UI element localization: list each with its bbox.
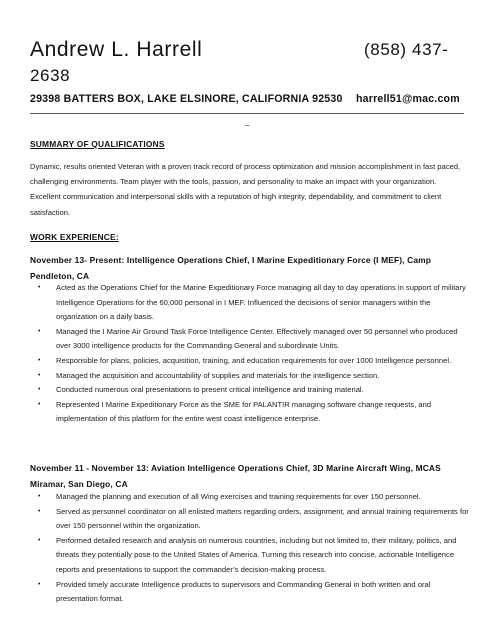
- phone-number-part2: 2638: [30, 66, 71, 85]
- list-item: [30, 354, 470, 369]
- bullet-text: Served as personnel coordinator on all enlisted matters regarding orders, assignment, and annual training requirements for over 150 personnel within the organization.: [56, 506, 469, 531]
- bullet-icon: •: [38, 400, 41, 408]
- bullet-icon: •: [38, 507, 41, 515]
- list-item: [30, 281, 470, 325]
- list-item: [30, 505, 470, 534]
- job-title: November 13- Present: Intelligence Operations Chief, I Marine Expeditionary Force (I MEF), Camp Pendleton, CA: [30, 255, 431, 281]
- list-item: [30, 490, 470, 505]
- bullet-text: Managed the I Marine Air Ground Task Force Intelligence Center. Effectively managed over 50 personnel who produced over 3000 intelligence products for the Commanding General and subordinate Units.: [56, 326, 458, 351]
- list-item: [30, 369, 470, 384]
- list-item: [30, 398, 470, 427]
- list-item: [30, 534, 470, 578]
- divider-mark: _: [245, 117, 250, 126]
- bullet-text: Represented I Marine Expeditionary Force as the SME for PALANTIR managing software change requests, and implementation of this platform for the entire west coast intelligence enterprise.: [56, 399, 432, 424]
- job-bullet-list: [30, 490, 470, 607]
- header-divider: [30, 113, 464, 114]
- bullet-icon: •: [38, 327, 41, 335]
- bullet-icon: •: [38, 580, 41, 588]
- list-item: [30, 383, 470, 398]
- email-address: harrell51@mac.com: [356, 93, 460, 105]
- bullet-text: Performed detailed research and analysis on numerous countries, including but not limited to, their military, politics, and threats they potentially pose to the United States of America. Turning this research into concise, actionable Intelligence reports and presentations to support the commander’s decision-making process.: [56, 535, 457, 574]
- list-item: [30, 325, 470, 354]
- bullet-icon: •: [38, 386, 41, 394]
- mailing-address: 29398 BATTERS BOX, LAKE ELSINORE, CALIFORNIA 92530: [30, 93, 343, 105]
- summary-text: Dynamic, results oriented Veteran with a proven track record of process optimization and mission accomplishment in fast paced, challenging environments. Team player with the tools, passion, and personality to make an impact with your organization. Excellent communication and interpersonal skills with a reputation of high integrity, dependability, and commitment to client satisfaction.: [30, 162, 461, 217]
- job-title: November 11 - November 13: Aviation Intelligence Operations Chief, 3D Marine Aircraft Wing, MCAS Miramar, San Diego, CA: [30, 463, 441, 489]
- job-bullet-list: [30, 281, 470, 427]
- phone-number-part1: (858) 437-: [364, 40, 449, 59]
- list-item: [30, 578, 470, 607]
- bullet-text: Acted as the Operations Chief for the Marine Expeditionary Force managing all day to day operations in support of military Intelligence Operations for the 60,000 personal in I MEF. Influenced the decisions of senior managers within the organization on a daily basis.: [56, 283, 466, 322]
- bullet-text: Managed the acquisition and accountability of supplies and materials for the intelligence section.: [56, 370, 380, 380]
- summary-heading: SUMMARY OF QUALIFICATIONS: [30, 139, 165, 149]
- bullet-text: Responsible for plans, policies, acquisition, training, and education requirements for over 1000 Intelligence personnel.: [56, 355, 452, 365]
- applicant-name: Andrew L. Harrell: [30, 38, 203, 61]
- bullet-icon: •: [38, 356, 41, 364]
- bullet-icon: •: [38, 536, 41, 544]
- experience-heading: WORK EXPERIENCE:: [30, 232, 119, 242]
- bullet-text: Provided timely accurate Intelligence products to supervisors and Commanding General in both written and oral presentation format.: [56, 579, 431, 604]
- bullet-icon: •: [38, 493, 41, 500]
- bullet-text: Conducted numerous oral presentations to present critical intelligence and training material.: [56, 385, 364, 395]
- bullet-icon: •: [38, 284, 41, 291]
- bullet-icon: •: [38, 371, 41, 379]
- bullet-text: Managed the planning and execution of all Wing exercises and training requirements for over 150 personnel.: [56, 492, 421, 501]
